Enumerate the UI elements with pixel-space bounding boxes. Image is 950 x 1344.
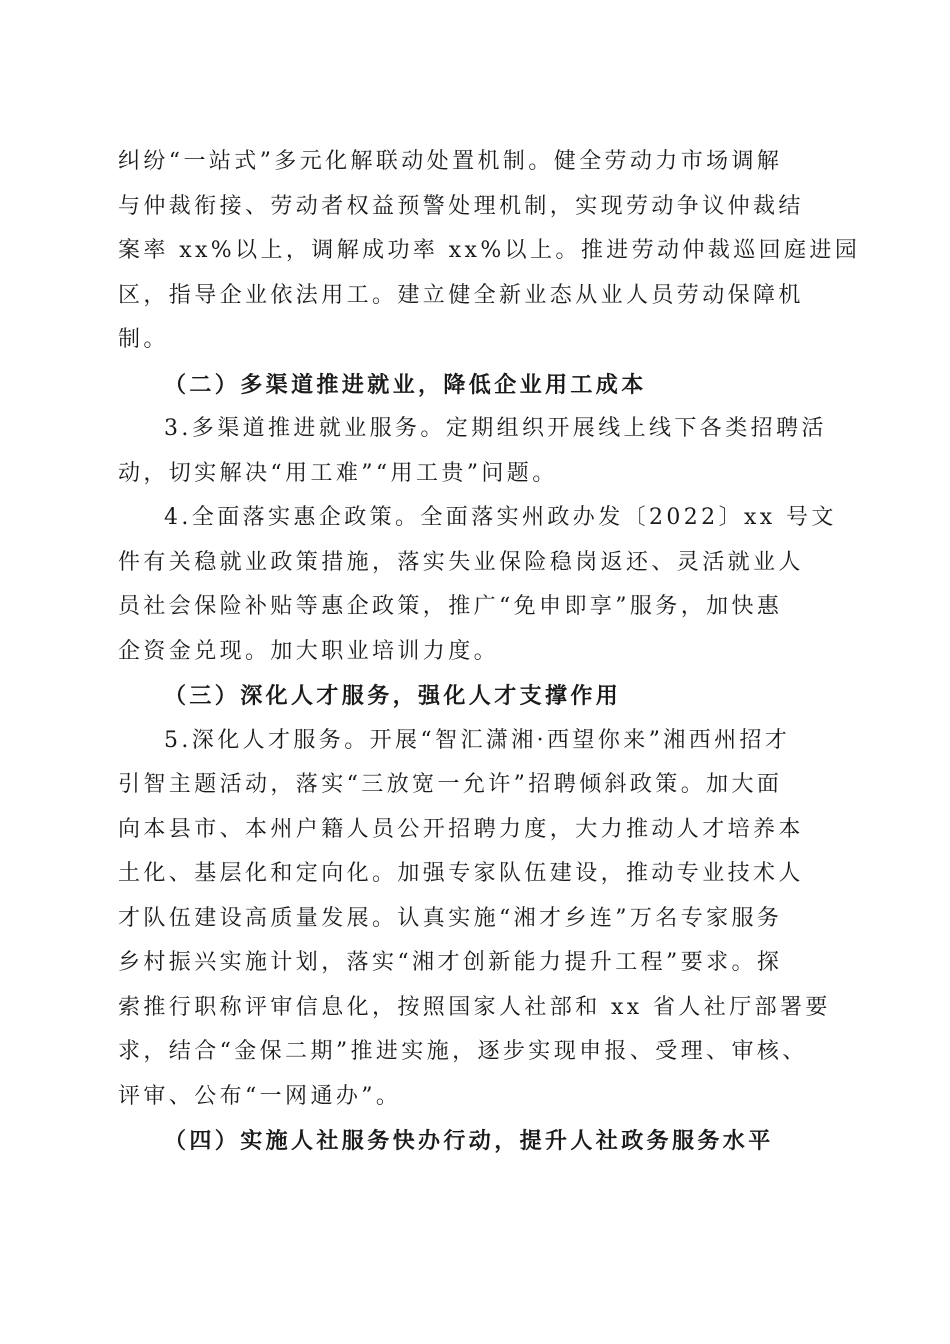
section-heading-3 <box>118 674 830 719</box>
text-line: 评审、公布“一网通办”。 <box>118 1083 402 1109</box>
text-line: 与仲裁衔接、劳动者权益预警处理机制，实现劳动争议仲裁结 <box>118 193 804 219</box>
text-line: 土化、基层化和定向化。加强专家队伍建设，推动专业技术人 <box>118 861 804 886</box>
text-line: 区，指导企业依法用工。建立健全新业态从业人员劳动保障机 <box>118 282 804 308</box>
text-line: 动，切实解决“用工难”“用工贵”问题。 <box>118 460 558 486</box>
section-heading-4 <box>118 1119 830 1164</box>
text-line: 才队伍建设高质量发展。认真实施“湘才乡连”万名专家服务 <box>118 905 783 931</box>
text-line: 制。 <box>118 327 169 352</box>
heading-text: （四）实施人社服务快办行动，提升人社政务服务水平 <box>164 1128 774 1154</box>
text-line: 索推行职称评审信息化，按照国家人社部和 xx 省人社厅部署要 <box>118 994 831 1020</box>
text-line: 4.全面落实惠企政策。全面落实州政办发〔2022〕xx 号文 <box>164 505 837 530</box>
text-line: 企资金兑现。加大职业培训力度。 <box>118 638 500 664</box>
text-line: 乡村振兴实施计划，落实“湘才创新能力提升工程”要求。探 <box>118 950 783 975</box>
paragraph-item-4 <box>118 496 837 674</box>
paragraph-item-3 <box>118 407 830 496</box>
text-line: 案率 xx%以上，调解成功率 xx%以上。推进劳动仲裁巡回庭进园 <box>118 238 861 263</box>
text-line: 向本县市、本州户籍人员公开招聘力度，大力推动人才培养本 <box>118 816 804 842</box>
text-line: 3.多渠道推进就业服务。定期组织开展线上线下各类招聘活 <box>164 416 827 441</box>
text-line: 引智主题活动，落实“三放宽一允许”招聘倾斜政策。加大面 <box>118 772 783 797</box>
text-line: 求，结合“金保二期”推进实施，逐步实现申报、受理、审核、 <box>118 1039 808 1064</box>
text-line: 纠纷“一站式”多元化解联动处置机制。健全劳动力市场调解 <box>118 149 783 174</box>
text-line: 员社会保险补贴等惠企政策，推广“免申即享”服务，加快惠 <box>118 594 783 619</box>
paragraph-dispute-mechanism <box>118 140 861 363</box>
heading-text: （二）多渠道推进就业，降低企业用工成本 <box>164 371 647 398</box>
section-heading-2 <box>118 363 830 408</box>
document-body <box>118 140 861 1164</box>
text-line: 5.深化人才服务。开展“智汇潇湘·西望你来”湘西州招才 <box>164 727 791 753</box>
heading-text: （三）深化人才服务，强化人才支撑作用 <box>164 683 622 709</box>
text-line: 件有关稳就业政策措施，落实失业保险稳岗返还、灵活就业人 <box>118 549 804 575</box>
paragraph-item-5 <box>118 719 830 1120</box>
